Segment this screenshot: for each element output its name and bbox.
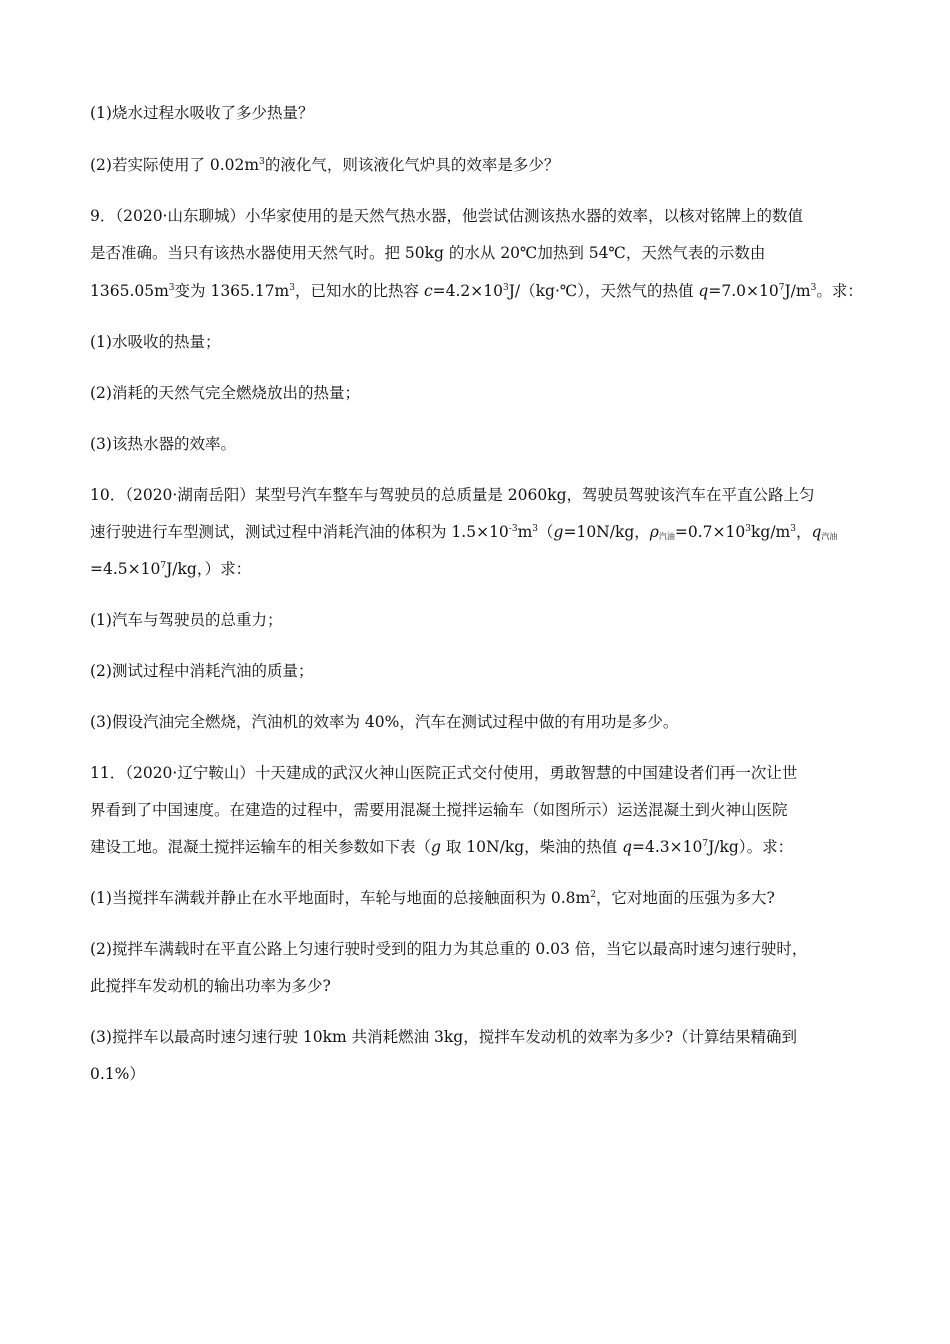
q10-part1: (1)汽车与驾驶员的总重力； [90, 611, 283, 629]
q8-part2: (2)若实际使用了 $0.02m^3$的液化气，则该液化气炉具的效率是多少？ [90, 156, 560, 174]
q11-part3-line1: (3)搅拌车以最高时速匀速行驶 10km 共消耗燃油 3kg，搅拌车发动机的效率为多少?（计算结果精确到 [90, 1028, 798, 1046]
q9-stem-line2: 是否准确。当只有该热水器使用天然气时。把 50kg 的水从 20℃加热到 54℃，天然气表的示数由 [90, 244, 766, 262]
q10-part3: (3)假设汽油完全燃烧，汽油机的效率为 40%，汽车在测试过程中做的有用功是多少。 [90, 713, 679, 731]
q9-stem-line1: 9．（2020·山东聊城）小华家使用的是天然气热水器，他尝试估测该热水器的效率，以核对铭牌上的数值 [90, 207, 803, 225]
q9-stem-line3: $1365.05m^3$变为 $1365.17m^3$，已知水的比热容 $c=4.2\times 10^3J/(kg\cdot℃)$，天然气的热值 $q=7.0\times 10^7J/m^3$。求： [90, 282, 863, 300]
q10-stem-line3: $=4.5\times 10^7J/kg$，）求： [90, 560, 252, 578]
q11-stem-line1: 11．（2020·辽宁鞍山）十天建成的武汉火神山医院正式交付使用，勇敢智慧的中国建设者们再一次让世 [90, 764, 798, 782]
q11-part3-line2: 0.1%） [90, 1065, 145, 1083]
q10-stem-line2: 速行驶进行车型测试，测试过程中消耗汽油的体积为 $1.5\times 10^{-3}m^3(g=10N/kg$，$\rho_{汽油}=0.7\times 10^3kg/m^3$，$q_{汽油}$ [90, 523, 838, 541]
q10-part2: (2)测试过程中消耗汽油的质量； [90, 662, 314, 680]
q9-part3: (3)该热水器的效率。 [90, 435, 236, 453]
q11-part2-line2: 此搅拌车发动机的输出功率为多少? [90, 977, 331, 995]
q11-part1: (1)当搅拌车满载并静止在水平地面时，车轮与地面的总接触面积为 $0.8m^2$，它对地面的压强为多大? [90, 889, 775, 907]
q9-part1: (1)水吸收的热量； [90, 333, 221, 351]
q9-part2: (2)消耗的天然气完全燃烧放出的热量； [90, 384, 360, 402]
q8-part1: (1)烧水过程水吸收了多少热量？ [90, 104, 314, 122]
q11-stem-line2: 界看到了中国速度。在建造的过程中，需要用混凝土搅拌运输车（如图所示）运送混凝土到火神山医院 [90, 801, 788, 819]
q11-part2-line1: (2)搅拌车满载时在平直公路上匀速行驶时受到的阻力为其总重的 0.03 倍，当它以最高时速匀速行驶时， [90, 940, 808, 958]
q11-stem-line3: 建设工地。混凝土搅拌运输车的相关参数如下表（g 取 10N/kg，柴油的热值 $q=4.3\times 10^7J/kg$）。求： [90, 838, 794, 856]
q10-stem-line1: 10．（2020·湖南岳阳）某型号汽车整车与驾驶员的总质量是 2060kg，驾驶员驾驶该汽车在平直公路上匀 [90, 486, 815, 504]
